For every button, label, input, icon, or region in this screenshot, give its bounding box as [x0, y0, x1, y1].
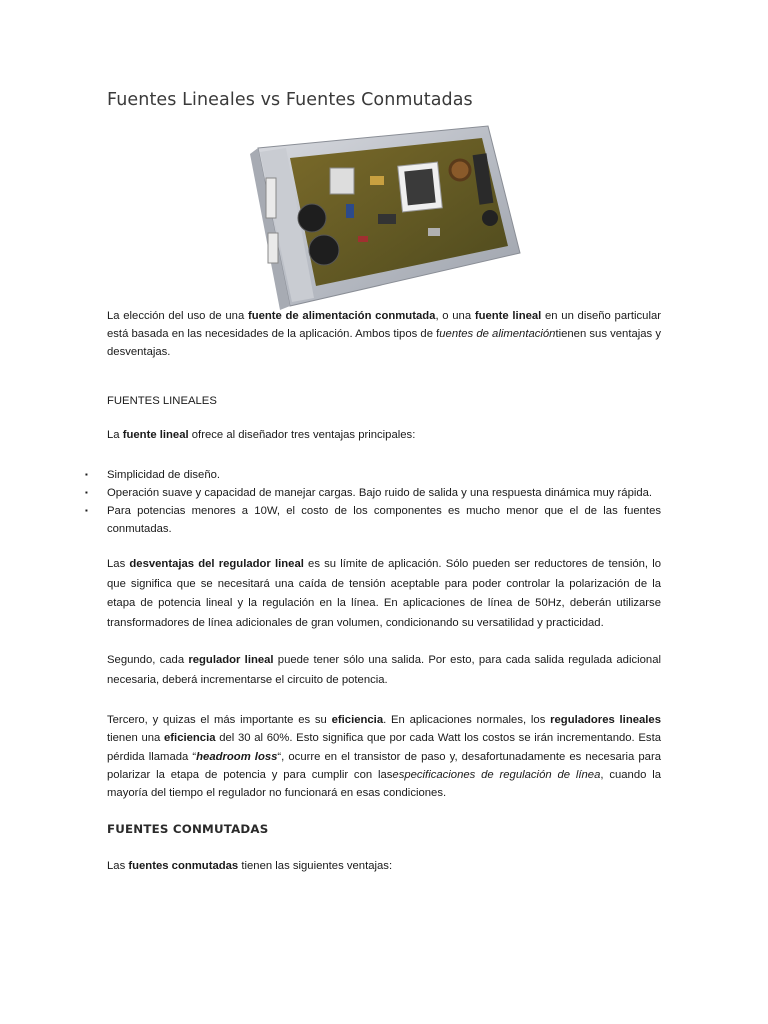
bullet-icon: ▪ — [85, 488, 88, 497]
intro-paragraph: La elección del uso de una fuente de alimentación conmutada, o una fuente lineal en un diseño particular está basada en las necesidades de la aplicación. Ambos tipos de fuentes de alimentacióntienen sus ventajas y desventajas. — [107, 310, 662, 358]
term-fuente-lineal: fuente lineal — [474, 310, 542, 322]
section-heading-lineales: FUENTES LINEALES — [107, 395, 217, 407]
lineal-intro-paragraph: La fuente lineal ofrece al diseñador tres ventajas principales: — [107, 429, 416, 441]
list-item: ▪ Para potencias menores a 10W, el costo de los componentes es mucho menor que el de las fuentes conmutadas. — [85, 502, 661, 538]
bullet-icon: ▪ — [85, 506, 88, 515]
section-heading-conmutadas: FUENTES CONMUTADAS — [107, 822, 269, 836]
bullet-icon: ▪ — [85, 470, 88, 479]
advantages-list — [85, 466, 661, 538]
tercero-paragraph: Tercero, y quizas el más importante es su eficiencia. En aplicaciones normales, los reguladores lineales tienen una eficiencia del 30 al 60%. Esto significa que por cada Watt los costos se irán incrementando. Esta pérdida llamada “headroom loss“, ocurre en el transistor de paso y, desafortunadamente es necesaria para polarizar la etapa de potencia y para cumplir con lasespecificaciones de regulación de línea, cuando la mayoría del tiempo el regulador no funcionará en esas condiciones. — [107, 714, 662, 800]
segundo-paragraph: Segundo, cada regulador lineal puede tener sólo una salida. Por esto, para cada salida regulada adicional necesaria, deberá incrementarse el circuito de potencia. — [107, 654, 661, 686]
list-item: ▪ Simplicidad de diseño. — [85, 466, 661, 484]
term-fuente-conmutada: fuente de alimentación conmutada — [247, 310, 436, 322]
conmutadas-intro-paragraph: Las fuentes conmutadas tienen las siguientes ventajas: — [107, 860, 393, 872]
list-item: ▪ Operación suave y capacidad de manejar cargas. Bajo ruido de salida y una respuesta dinámica muy rápida. — [85, 484, 661, 502]
page-title: Fuentes Lineales vs Fuentes Conmutadas — [107, 90, 473, 110]
power-supply-photo — [250, 118, 522, 313]
desventajas-paragraph: Las desventajas del regulador lineal es su límite de aplicación. Sólo pueden ser reductores de tensión, lo que significa que se necesitará una caída de tensión aceptable para poder controlar la polarización de la etapa de potencia lineal y la regulación en la línea. En aplicaciones de línea de 50Hz, deberán utilizarse transformadores de línea adicionales de gran volumen, condicionando su versatilidad y practicidad. — [107, 558, 662, 629]
